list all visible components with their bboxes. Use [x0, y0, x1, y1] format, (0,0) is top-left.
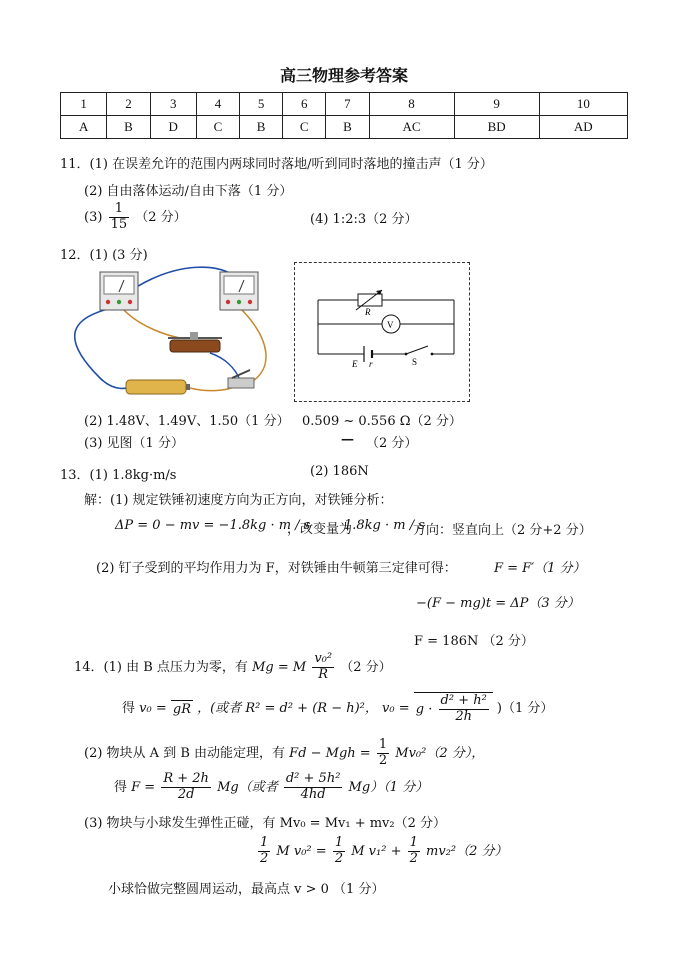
q13-eq1: ΔP = 0 − mv = −1.8kg · m / s [115, 518, 311, 533]
question-number: 9 [454, 93, 539, 116]
rheostat-icon [168, 332, 222, 352]
label-S: S [412, 357, 418, 367]
label-R: R [365, 307, 371, 317]
sqrt-expression: g · $\frac{\text{d² + h²}}{2h}$ [414, 692, 493, 725]
q12-part3-c: （2 分） [366, 436, 418, 451]
question-number: 2 [107, 93, 150, 116]
answer-cell: AD [539, 116, 627, 139]
q14-line6: $\frac{1}{2}$ M v₀² = $\frac{1}{2}$ M v₁² + $\frac{1}{2}$ mv₂²（2 分） [260, 835, 508, 866]
q11-part3 [84, 202, 187, 233]
q11-line2: (2) 自由落体运动/自由下落（1 分） [84, 184, 293, 199]
answer-cell: B [240, 116, 283, 139]
answer-cell: A [61, 116, 107, 139]
answer-cell: C [283, 116, 326, 139]
question-number: 4 [196, 93, 239, 116]
q12-part2-b: 0.509 ~ 0.556 Ω（2 分） [302, 414, 462, 429]
q12-part3-dash: — [341, 432, 354, 447]
question-number: 10 [539, 93, 627, 116]
q14-line2: 得 v₀ = gR ，(或者 R² = d² + (R − h)²， v₀ = g · $\frac{\text{d² + h²}}{2h}$ )（1 分） [122, 693, 554, 724]
q13-solution-1: 解：(1) 规定铁锤初速度方向为正方向，对铁锤分析： [84, 493, 393, 508]
q13-solution-2: (2) 钉子受到的平均作用力为 F，对铁锤由牛顿第三定律可得： [96, 561, 457, 576]
q14-line3: (2) 物块从 A 到 B 由动能定理，有 Fd − Mgh = $\frac{1}{2}$ Mv₀²（2 分）， [84, 737, 485, 768]
question-number: 5 [240, 93, 283, 116]
voltmeter-icon [220, 272, 258, 310]
answer-cell: AC [369, 116, 454, 139]
q13-header-b: (2) 186N [310, 464, 369, 479]
label-V: V [387, 320, 394, 330]
q14-line5: (3) 物块与小球发生弹性正碰，有 Mv₀ = Mv₁ + mv₂（2 分） [84, 816, 447, 831]
q14-line1: 14．(1) 由 B 点压力为零，有 Mg = M $\frac{\text{v₀²}}{R}$ （2 分） [74, 651, 392, 682]
question-number: 1 [61, 93, 107, 116]
answer-cell: B [326, 116, 369, 139]
q14-line4: 得 F = $\frac{R + 2h}{2d}$ Mg（或者 $\frac{\text{d² + 5h²}}{4hd}$ Mg）（1 分） [114, 771, 429, 802]
switch-icon [228, 370, 254, 388]
q12-header: 12．(1) (3 分) [60, 248, 148, 263]
circuit-diagram [296, 264, 468, 400]
question-number: 6 [283, 93, 326, 116]
q11-fraction: $\frac{1}{15}$ [110, 201, 128, 232]
q13-eq3: −(F − mg)t = ΔP（3 分） [416, 596, 580, 611]
answer-table-number-row [61, 93, 628, 116]
q13-header-a: 13．(1) 1.8kg·m/s [60, 468, 177, 483]
q13-eq4: F = 186N （2 分） [414, 634, 534, 649]
q13-eq1-direction: 方向：竖直向上（2 分+2 分） [413, 523, 592, 538]
q13-eq1-mid: ，改变量为 [287, 522, 353, 537]
page-title: 高三物理参考答案 [279, 66, 408, 85]
switch-symbol [405, 346, 434, 355]
q13-eq1-value: 1.8kg · m / s [344, 518, 425, 533]
q14-line7: 小球恰做完整圆周运动，最高点 v > 0 （1 分） [108, 882, 385, 897]
q14-l1-fraction: $\frac{\text{v₀²}}{R}$ [314, 651, 333, 682]
q11-part4: (4) 1:2:3（2 分） [310, 212, 418, 227]
answer-table [60, 92, 628, 139]
answer-cell: D [150, 116, 196, 139]
answer-cell: BD [454, 116, 539, 139]
label-r: r [369, 359, 373, 369]
answer-cell: C [196, 116, 239, 139]
battery-icon [126, 380, 190, 394]
q11-line1: 11．(1) 在误差允许的范围内两球同时落地/听到同时落地的撞击声（1 分） [60, 157, 493, 172]
q11-part3-score: （2 分） [135, 209, 187, 225]
q11-part3-label: (3) [84, 209, 103, 225]
q12-part2-a: (2) 1.48V、1.49V、1.50（1 分） [84, 414, 290, 429]
answer-table-answer-row [61, 116, 628, 139]
answer-cell: B [107, 116, 150, 139]
question-number: 8 [369, 93, 454, 116]
physical-circuit-photo [60, 258, 292, 406]
sqrt-gR: gR [172, 701, 192, 717]
q13-eq2: F = F′（1 分） [494, 561, 586, 576]
label-E: E [352, 359, 358, 369]
question-number: 3 [150, 93, 196, 116]
ammeter-icon [100, 272, 138, 310]
q12-part3-a: (3) 见图（1 分） [84, 436, 184, 451]
question-number: 7 [326, 93, 369, 116]
